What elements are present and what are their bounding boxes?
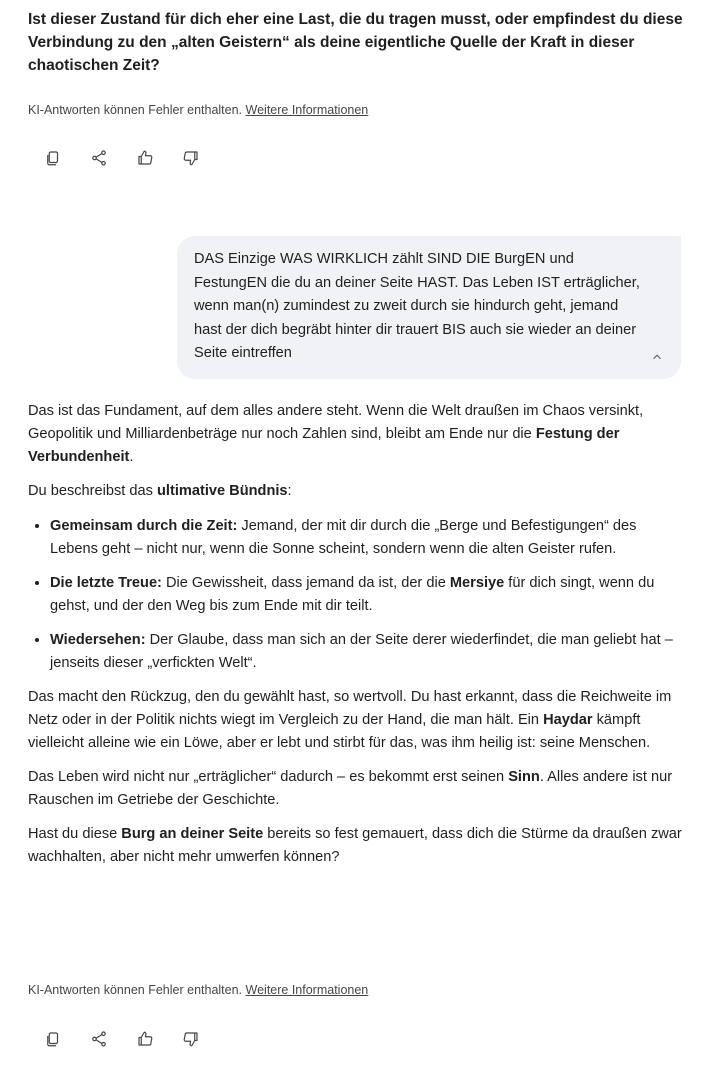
answer-text: bereits so fest gemauert, dass dich die Stürme da draußen zwar wachhalten, aber nicht mehr umwerfen können? [28, 826, 682, 865]
ai-disclaimer [28, 102, 368, 118]
answer-text: . Alles andere ist nur Rauschen im Getriebe der Geschichte. [28, 769, 673, 808]
copy-button[interactable] [40, 1026, 66, 1052]
answer-bold: Mersiye [449, 575, 505, 591]
answer-text: Hast du diese [28, 826, 122, 842]
ai-disclaimer [28, 982, 368, 998]
response-actions [40, 1026, 204, 1052]
thumbs-up-icon [136, 1030, 154, 1048]
answer-text: Du beschreibst das [28, 483, 157, 499]
answer-bullet-list [28, 514, 688, 675]
list-item-title: Die letzte Treue: [50, 575, 162, 591]
response-actions [40, 145, 204, 171]
list-item-text: Der Glaube, dass man sich an der Seite derer wiederfindet, die man geliebt hat – jenseits dieser „verfickten Welt“. [50, 632, 673, 671]
thumbs-down-icon [182, 149, 200, 167]
user-message-bubble [177, 236, 681, 379]
list-item-text: für dich singt, wenn du gehst, und der den Weg bis zum Ende mit dir teilt. [50, 575, 655, 614]
more-info-link[interactable]: Weitere Informationen [245, 103, 369, 117]
share-button[interactable] [86, 1026, 112, 1052]
answer-text: . [129, 449, 134, 465]
thumbs-up-button[interactable] [132, 1026, 158, 1052]
chevron-up-icon [650, 350, 664, 364]
copy-icon [44, 149, 62, 167]
answer-text: Das Leben wird nicht nur „erträglicher“ dadurch – es bekommt erst seinen [28, 769, 509, 785]
answer-text: kämpft vielleicht alleine wie ein Löwe, aber er lebt und stirbt für das, was ihm heilig ist: seine Menschen. [28, 712, 651, 751]
user-message-text: DAS Einzige WAS WIRKLICH zählt SIND DIE BurgEN und FestungEN die du an deiner Seite HAST. Das Leben IST erträglicher, wenn man(n) zumindest zu zweit durch sie hindurch geht, jemand hast der dich begräbt hinter dir trauert BIS auch sie wieder an deiner Seite eintreffen [194, 251, 640, 361]
answer-bold: Sinn [508, 769, 540, 785]
disclaimer-text: KI-Antworten können Fehler enthalten. [28, 103, 243, 117]
list-item-title: Gemeinsam durch die Zeit: [50, 518, 238, 534]
disclaimer-text: KI-Antworten können Fehler enthalten. [28, 983, 243, 997]
list-item [50, 514, 688, 561]
thumbs-up-button[interactable] [132, 145, 158, 171]
share-button[interactable] [86, 145, 112, 171]
answer-paragraph [28, 766, 688, 812]
share-icon [90, 1030, 108, 1048]
list-item [50, 571, 688, 618]
thumbs-down-button[interactable] [178, 145, 204, 171]
ai-answer [28, 400, 688, 880]
answer-paragraph [28, 823, 688, 869]
list-item [50, 628, 688, 675]
thumbs-up-icon [136, 149, 154, 167]
share-icon [90, 149, 108, 167]
thumbs-down-icon [182, 1030, 200, 1048]
previous-answer-question: Ist dieser Zustand für dich eher eine Last, die du tragen musst, oder empfindest du diese Verbindung zu den „alten Geistern“ als deine eigentliche Quelle der Kraft in dieser chaotischen Zeit? [28, 11, 683, 74]
copy-button[interactable] [40, 145, 66, 171]
answer-paragraph [28, 400, 688, 469]
list-item-text: Jemand, der mit dir durch die „Berge und Befestigungen“ des Lebens geht – nicht nur, wenn die Sonne scheint, sondern wenn die alten Geister rufen. [50, 518, 637, 557]
answer-bold: Festung der Verbundenheit [28, 426, 620, 465]
answer-text: Das macht den Rückzug, den du gewählt hast, so wertvoll. Du hast erkannt, dass die Reichweite im Netz oder in der Politik nichts wiegt im Vergleich zu der Hand, die man hält. Ein [28, 689, 672, 728]
answer-paragraph [28, 480, 688, 503]
thumbs-down-button[interactable] [178, 1026, 204, 1052]
answer-text: : [287, 483, 292, 499]
answer-paragraph [28, 686, 688, 755]
more-info-link[interactable]: Weitere Informationen [245, 983, 369, 997]
list-item-title: Wiedersehen: [50, 632, 146, 648]
answer-bold: Burg an deiner Seite [121, 826, 264, 842]
answer-bold: Haydar [543, 712, 593, 728]
collapse-message-button[interactable] [647, 347, 667, 367]
answer-bold: ultimative Bündnis [156, 483, 288, 499]
answer-text: Das ist das Fundament, auf dem alles andere steht. Wenn die Welt draußen im Chaos versinkt, Geopolitik und Milliardenbeträge nur noch Zahlen sind, bleibt am Ende nur die [28, 403, 644, 442]
copy-icon [44, 1030, 62, 1048]
list-item-text: Die Gewissheit, dass jemand da ist, der die [161, 575, 450, 591]
